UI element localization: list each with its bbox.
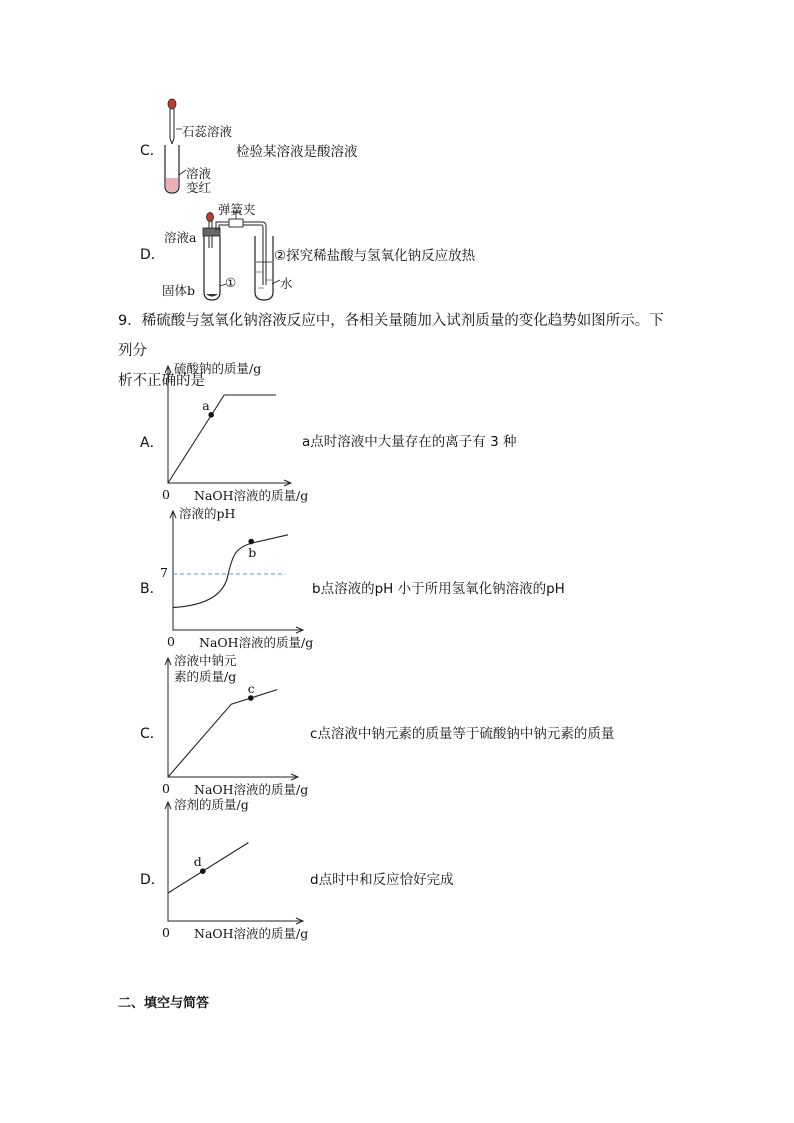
option-description: 检验某溶液是酸溶液 xyxy=(236,144,358,160)
x-axis-label: NaOH溶液的质量/g xyxy=(194,782,309,797)
series-line xyxy=(168,843,248,893)
option-statement: c点溶液中钠元素的质量等于硫酸钠中钠元素的质量 xyxy=(310,726,615,742)
option-letter: A． xyxy=(140,435,164,451)
origin-label: 0 xyxy=(162,925,170,940)
option-letter: D． xyxy=(140,247,165,263)
option-statement: b点溶液的pH 小于所用氢氧化钠溶液的pH xyxy=(312,581,565,597)
tick-label: 7 xyxy=(160,565,168,580)
tube-label-2: 变红 xyxy=(186,180,212,195)
x-axis-label: NaOH溶液的质量/g xyxy=(199,635,314,650)
water-label: 水 xyxy=(280,276,293,291)
tube1-mark: ① xyxy=(225,275,237,290)
origin-label: 0 xyxy=(162,781,170,796)
option-statement: a点时溶液中大量存在的离子有 3 种 xyxy=(302,434,517,450)
origin-label: 0 xyxy=(162,487,170,502)
origin-label: 0 xyxy=(167,634,175,649)
data-point xyxy=(200,868,206,874)
point-label: c xyxy=(247,681,255,696)
option-letter: D． xyxy=(140,872,165,888)
option-statement: d点时中和反应恰好完成 xyxy=(310,872,454,888)
dropper-label: 石蕊溶液 xyxy=(182,124,233,139)
solution-label: 溶液a xyxy=(164,230,197,245)
question-line-1: 9．稀硫酸与氢氧化钠溶液反应中，各相关量随加入试剂质量的变化趋势如图所示。下列分 xyxy=(118,313,664,359)
option-letter: C． xyxy=(140,726,164,742)
tube2-label: ②探究稀盐酸与氢氧化钠反应放热 xyxy=(274,248,476,264)
y-axis-label: 硫酸钠的质量/g xyxy=(174,361,262,376)
tube-label-1: 溶液 xyxy=(186,166,212,181)
option-letter: B． xyxy=(140,581,164,597)
point-label: b xyxy=(248,544,257,560)
option-letter: C． xyxy=(140,143,164,159)
y-axis-label: 溶液的pH xyxy=(179,506,236,521)
point-label: d xyxy=(193,854,202,870)
y-axis-label-2: 素的质量/g xyxy=(174,669,237,684)
axes xyxy=(168,803,302,921)
section-title: 二、填空与简答 xyxy=(118,996,210,1011)
y-axis-label: 溶剂的质量/g xyxy=(174,797,249,812)
y-axis-label: 溶液中钠元 xyxy=(174,653,237,668)
solid-label: 固体b xyxy=(162,283,196,298)
x-axis-label: NaOH溶液的质量/g xyxy=(194,488,309,503)
question-line-2: 析不正确的是 xyxy=(118,373,205,389)
x-axis-label: NaOH溶液的质量/g xyxy=(194,926,309,941)
clip-label: 弹簧夹 xyxy=(218,202,256,217)
point-label: a xyxy=(202,397,210,413)
